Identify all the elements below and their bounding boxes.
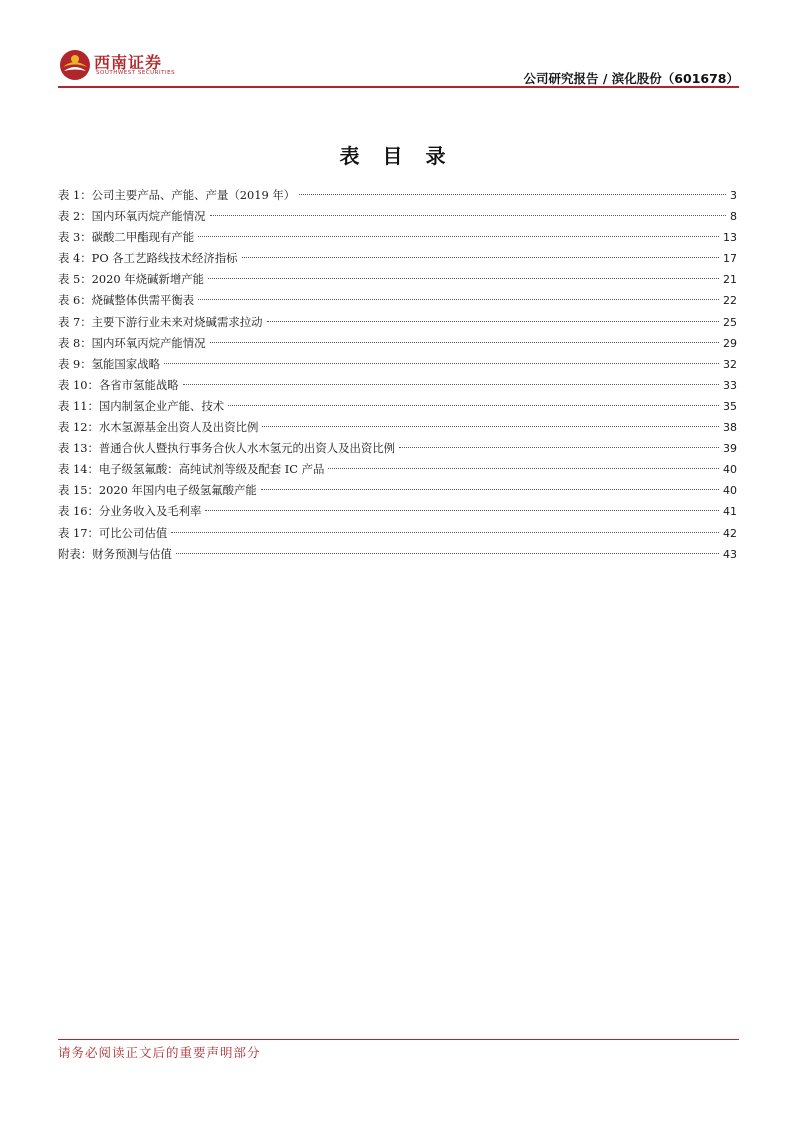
toc-leader-dots — [176, 553, 719, 554]
toc-entry[interactable] — [58, 480, 737, 501]
toc-entry[interactable] — [58, 333, 737, 354]
logo-emblem-icon — [58, 48, 92, 82]
toc-leader-dots — [262, 426, 719, 427]
toc-entry[interactable] — [58, 290, 737, 311]
toc-entry-page[interactable]: 25 — [723, 315, 737, 329]
toc-leader-dots — [171, 532, 719, 533]
toc-entry[interactable] — [58, 417, 737, 438]
toc-leader-dots — [328, 468, 719, 469]
toc-entry-label[interactable]: 表 2：国内环氧丙烷产能情况 — [58, 209, 206, 224]
toc-leader-dots — [164, 363, 719, 364]
toc-leader-dots — [261, 489, 719, 490]
toc-entry[interactable] — [58, 248, 737, 269]
toc-entry-page[interactable]: 17 — [723, 252, 737, 266]
toc-entry-label[interactable]: 附表：财务预测与估值 — [58, 546, 172, 561]
toc-entry-page[interactable]: 22 — [723, 294, 737, 308]
toc-entry-page[interactable]: 40 — [723, 463, 737, 477]
toc-entry-page[interactable]: 42 — [723, 526, 737, 540]
toc-entry[interactable] — [58, 523, 737, 544]
toc-entry-label[interactable]: 表 12：水木氢源基金出资人及出资比例 — [58, 420, 259, 435]
toc-entry-page[interactable]: 29 — [723, 336, 737, 350]
logo-cn-text: 西南证券 — [94, 53, 163, 72]
toc-leader-dots — [183, 384, 719, 385]
toc-entry-page[interactable]: 21 — [723, 273, 737, 287]
toc-entry[interactable] — [58, 396, 737, 417]
toc-entry-label[interactable]: 表 17：可比公司估值 — [58, 525, 168, 540]
toc-leader-dots — [299, 194, 726, 195]
logo-en-text: SOUTHWEST SECURITIES — [96, 70, 176, 76]
toc-leader-dots — [399, 447, 719, 448]
toc-entry[interactable] — [58, 375, 737, 396]
toc-entry-page[interactable]: 41 — [723, 505, 737, 519]
toc-entry[interactable] — [58, 227, 737, 248]
company-logo — [58, 48, 198, 84]
toc-entry-page[interactable]: 43 — [723, 547, 737, 561]
toc-entry-page[interactable]: 8 — [730, 210, 737, 224]
toc-entry-label[interactable]: 表 13：普通合伙人暨执行事务合伙人水木氢元的出资人及出资比例 — [58, 441, 396, 456]
toc-leader-dots — [198, 299, 719, 300]
toc-entry-label[interactable]: 表 3：碳酸二甲酯现有产能 — [58, 230, 195, 245]
toc-entry-label[interactable]: 表 16：分业务收入及毛利率 — [58, 504, 202, 519]
toc-leader-dots — [198, 236, 719, 237]
toc-entry[interactable] — [58, 459, 737, 480]
toc-entry-label[interactable]: 表 7：主要下游行业未来对烧碱需求拉动 — [58, 314, 263, 329]
toc-entry-label[interactable]: 表 6：烧碱整体供需平衡表 — [58, 293, 195, 308]
toc-leader-dots — [228, 405, 719, 406]
toc-entry-label[interactable]: 表 9：氢能国家战略 — [58, 356, 160, 371]
toc-entry-page[interactable]: 35 — [723, 399, 737, 413]
page-title: 表 目 录 — [339, 144, 454, 168]
header-divider — [58, 86, 739, 88]
toc-entry-label[interactable]: 表 11：国内制氢企业产能、技术 — [58, 398, 225, 413]
toc-entry[interactable] — [58, 544, 737, 565]
toc-entry[interactable] — [58, 269, 737, 290]
toc-entry-page[interactable]: 3 — [730, 189, 737, 202]
toc-entry-label[interactable]: 表 14：电子级氢氟酸：高纯试剂等级及配套 IC 产品 — [58, 462, 325, 477]
page-header — [58, 48, 739, 90]
toc-entry[interactable] — [58, 185, 737, 206]
toc-entry[interactable] — [58, 206, 737, 227]
report-label: 公司研究报告 / 滨化股份（601678） — [523, 71, 739, 86]
footer-divider — [58, 1039, 739, 1040]
toc-entry-page[interactable]: 40 — [723, 484, 737, 498]
toc-leader-dots — [210, 342, 719, 343]
toc-leader-dots — [205, 510, 719, 511]
footer-disclaimer: 请务必阅读正文后的重要声明部分 — [58, 1045, 261, 1060]
toc-entry-page[interactable]: 38 — [723, 421, 737, 435]
table-of-contents — [58, 185, 737, 565]
toc-entry-page[interactable]: 39 — [723, 442, 737, 456]
toc-entry-page[interactable]: 33 — [723, 378, 737, 392]
toc-entry-label[interactable]: 表 1：公司主要产品、产能、产量（2019 年） — [58, 188, 296, 202]
toc-entry[interactable] — [58, 438, 737, 459]
toc-leader-dots — [210, 215, 726, 216]
toc-leader-dots — [242, 257, 719, 258]
toc-entry-label[interactable]: 表 8：国内环氧丙烷产能情况 — [58, 335, 206, 350]
toc-leader-dots — [267, 321, 719, 322]
toc-entry[interactable] — [58, 354, 737, 375]
toc-entry[interactable] — [58, 312, 737, 333]
toc-entry-label[interactable]: 表 10：各省市氢能战略 — [58, 377, 179, 392]
toc-entry[interactable] — [58, 501, 737, 522]
toc-entry-label[interactable]: 表 15：2020 年国内电子级氢氟酸产能 — [58, 483, 257, 498]
toc-leader-dots — [208, 278, 719, 279]
toc-entry-page[interactable]: 32 — [723, 357, 737, 371]
toc-entry-label[interactable]: 表 5：2020 年烧碱新增产能 — [58, 272, 204, 287]
toc-entry-page[interactable]: 13 — [723, 231, 737, 245]
toc-entry-label[interactable]: 表 4：PO 各工艺路线技术经济指标 — [58, 251, 238, 266]
